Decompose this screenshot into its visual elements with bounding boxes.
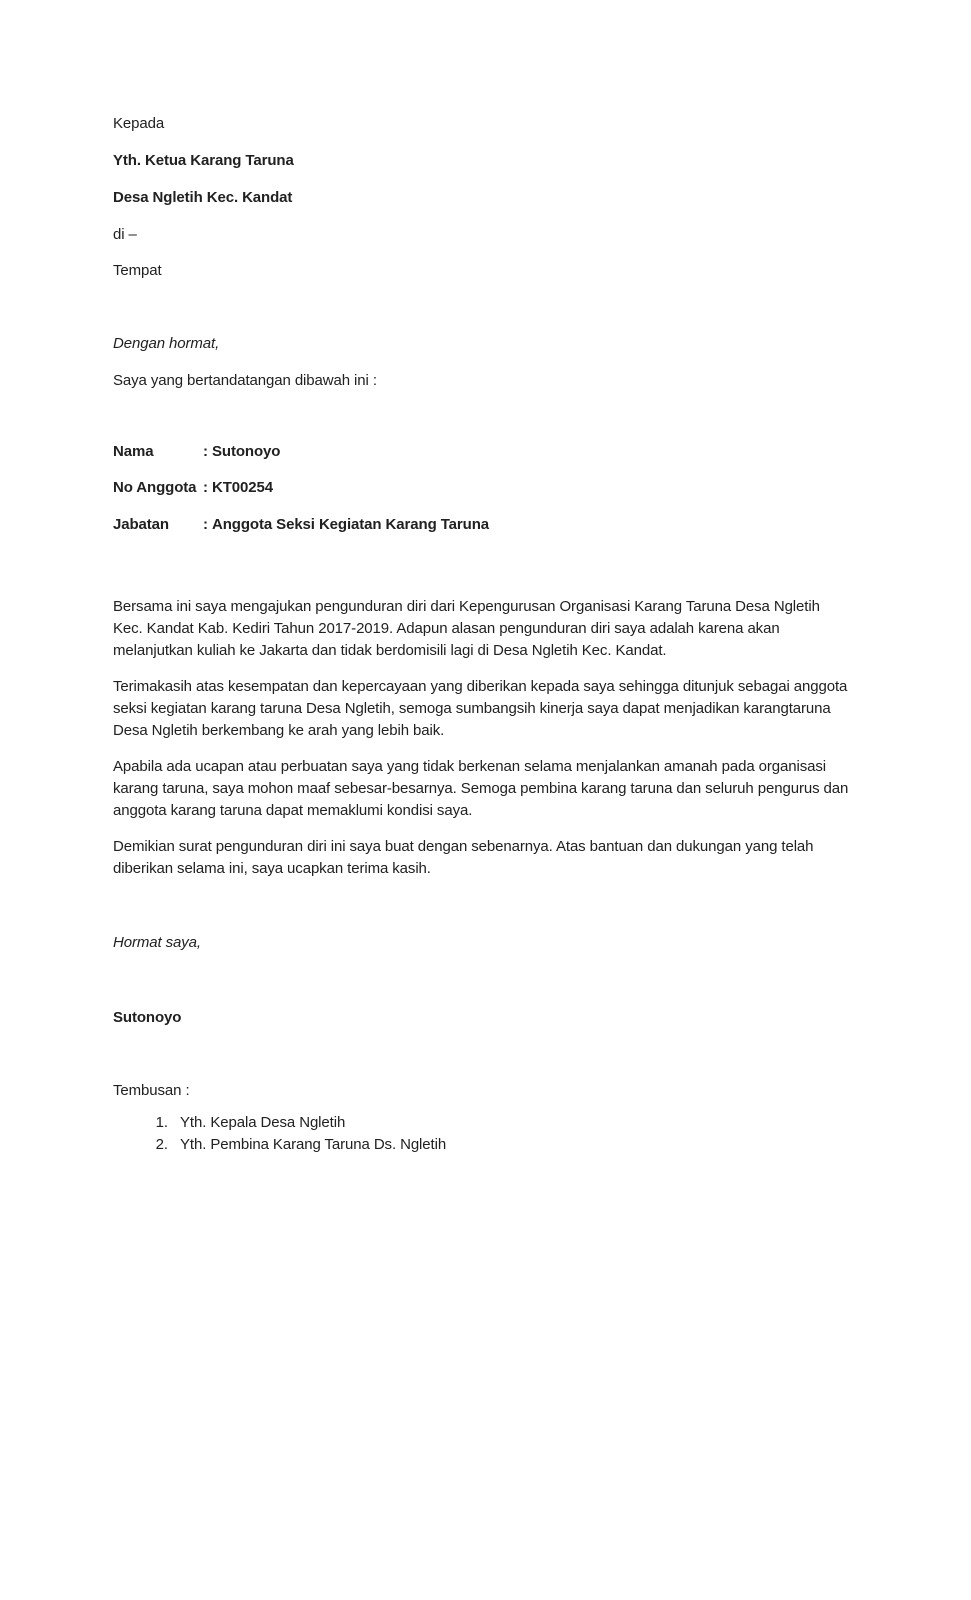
identity-separator: : bbox=[203, 479, 208, 496]
identity-value-jabatan: Anggota Seksi Kegiatan Karang Taruna bbox=[211, 516, 489, 533]
body-paragraph-4: Demikian surat pengunduran diri ini saya buat dengan sebenarnya. Atas bantuan dan dukungan yang telah diberikan selama ini, saya ucapkan terima kasih. bbox=[113, 838, 814, 877]
identity-row-no-anggota bbox=[113, 479, 273, 496]
identity-value-no-anggota: KT00254 bbox=[211, 479, 273, 496]
recipient-org-line1: Yth. Ketua Karang Taruna bbox=[113, 152, 294, 169]
recipient-tempat: Tempat bbox=[113, 262, 162, 279]
signature-name: Sutonoyo bbox=[113, 1009, 182, 1026]
identity-row-jabatan bbox=[113, 516, 489, 533]
body-paragraph-1: Bersama ini saya mengajukan pengunduran diri dari Kepengurusan Organisasi Karang Taruna Desa Ngletih Kec. Kandat Kab. Kediri Tahun 2017-2019. Adapun alasan pengunduran diri saya adalah karena akan melanjutkan kuliah ke Jakarta dan tidak berdomisili lagi di Desa Ngletih Kec. Kandat. bbox=[113, 598, 820, 659]
intro-line: Saya yang bertandatangan dibawah ini : bbox=[113, 372, 377, 389]
recipient-org-line2: Desa Ngletih Kec. Kandat bbox=[113, 189, 293, 206]
tembusan-item-1: 1. Yth. Kepala Desa Ngletih bbox=[172, 1112, 446, 1134]
tembusan-list bbox=[113, 1112, 446, 1156]
tembusan-item-2: 2. Yth. Pembina Karang Taruna Ds. Ngletih bbox=[172, 1134, 446, 1156]
salutation: Dengan hormat, bbox=[113, 335, 220, 352]
identity-label-no-anggota: No Anggota bbox=[113, 479, 197, 496]
identity-separator: : bbox=[203, 443, 208, 460]
identity-value-nama: Sutonoyo bbox=[211, 443, 281, 460]
recipient-di: di – bbox=[113, 226, 137, 243]
closing-salutation: Hormat saya, bbox=[113, 934, 201, 951]
body-paragraph-2: Terimakasih atas kesempatan dan kepercayaan yang diberikan kepada saya sehingga ditunjuk sebagai anggota seksi kegiatan karang taruna Desa Ngletih, semoga sumbangsih kinerja saya dapat menjadikan karangtaruna Desa Ngletih berkembang ke arah yang lebih baik. bbox=[113, 678, 848, 739]
body-paragraph-3: Apabila ada ucapan atau perbuatan saya yang tidak berkenan selama menjalankan amanah pada organisasi karang taruna, saya mohon maaf sebesar-besarnya. Semoga pembina karang taruna dan seluruh pengurus dan anggota karang taruna dapat memaklumi kondisi saya. bbox=[113, 758, 849, 819]
tembusan-label: Tembusan : bbox=[113, 1082, 190, 1099]
recipient-kepada: Kepada bbox=[113, 115, 165, 132]
identity-separator: : bbox=[203, 516, 208, 533]
identity-row-nama bbox=[113, 443, 280, 460]
identity-label-nama: Nama bbox=[113, 443, 154, 460]
identity-label-jabatan: Jabatan bbox=[113, 516, 169, 533]
